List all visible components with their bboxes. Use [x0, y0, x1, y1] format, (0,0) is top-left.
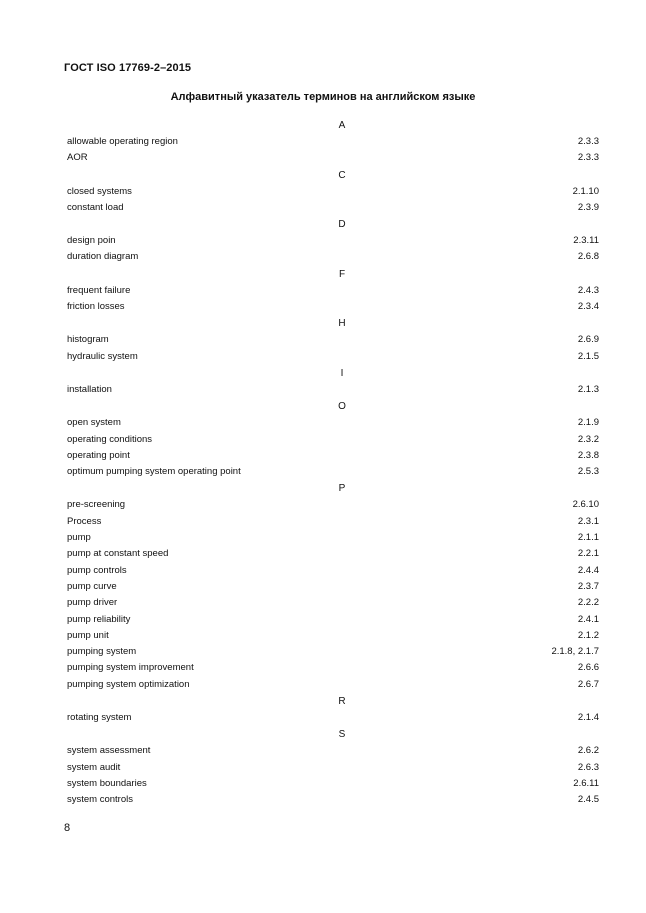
term-reference: 2.1.8, 2.1.7 — [551, 646, 599, 658]
index-entry — [67, 299, 599, 315]
term-name: pump — [67, 532, 91, 544]
term-name: pre-screening — [67, 499, 126, 511]
term-reference: 2.3.1 — [577, 515, 599, 527]
term-reference: 2.2.1 — [577, 548, 599, 560]
term-name: pumping system — [67, 646, 137, 658]
term-reference: 2.2.2 — [577, 597, 599, 609]
term-name: installation — [67, 383, 112, 395]
term-reference: 2.4.3 — [577, 284, 599, 296]
index-entry — [67, 677, 599, 693]
term-name: allowable operating region — [67, 136, 178, 147]
term-name: system assessment — [67, 745, 151, 757]
index-letter-heading: R — [338, 696, 346, 708]
term-name: pumping system improvement — [67, 662, 194, 674]
term-reference: 2.6.9 — [577, 334, 599, 346]
term-reference: 2.3.3 — [577, 152, 599, 164]
term-name: system audit — [67, 761, 121, 773]
index-entry — [67, 530, 599, 546]
index-entry — [67, 628, 599, 644]
term-index — [67, 117, 599, 809]
term-name: pump curve — [67, 580, 117, 592]
term-name: optimum pumping system operating point — [67, 466, 241, 478]
index-entry — [67, 249, 599, 265]
term-name: pumping system optimization — [67, 678, 190, 690]
term-reference: 2.4.1 — [577, 613, 599, 625]
term-reference: 2.6.6 — [577, 662, 599, 674]
term-name: Process — [67, 515, 102, 527]
term-name: frequent failure — [67, 284, 131, 296]
index-entry — [67, 448, 599, 464]
index-entry — [67, 184, 599, 200]
index-entry — [67, 349, 599, 365]
term-reference: 2.1.10 — [572, 185, 599, 197]
term-reference: 2.3.11 — [573, 235, 599, 247]
index-entry — [67, 644, 599, 660]
index-letter-heading: F — [338, 268, 346, 280]
index-entry — [67, 760, 599, 776]
term-name: design poin — [67, 235, 116, 247]
term-reference: 2.6.2 — [577, 745, 599, 757]
index-entry — [67, 200, 599, 216]
index-entry — [67, 233, 599, 249]
term-reference: 2.6.11 — [573, 777, 599, 789]
term-reference: 2.3.9 — [577, 201, 599, 213]
index-letter-heading: C — [338, 169, 346, 181]
index-entry — [67, 134, 599, 150]
index-entry — [67, 514, 599, 530]
term-reference: 2.1.3 — [577, 383, 599, 395]
term-name: pump unit — [67, 629, 109, 641]
term-reference: 2.6.7 — [577, 678, 599, 690]
term-reference: 2.6.8 — [577, 251, 599, 263]
term-name: hydraulic system — [67, 350, 138, 362]
term-reference: 2.1.2 — [577, 629, 599, 641]
term-name: pump reliability — [67, 613, 131, 625]
term-name: open system — [67, 417, 121, 429]
term-reference: 2.3.3 — [577, 136, 599, 147]
term-name: pump at constant speed — [67, 548, 169, 560]
standard-designation: ГОСТ ISO 17769-2–2015 — [64, 62, 192, 74]
index-entry — [67, 612, 599, 628]
index-entry — [67, 776, 599, 792]
index-entry — [67, 332, 599, 348]
index-entry — [67, 283, 599, 299]
term-name: system controls — [67, 794, 133, 806]
index-entry — [67, 710, 599, 726]
index-entry — [67, 546, 599, 562]
index-entry — [67, 563, 599, 579]
page-number: 8 — [64, 822, 71, 834]
term-reference: 2.4.4 — [577, 564, 599, 576]
index-entry — [67, 743, 599, 759]
term-reference: 2.1.1 — [577, 532, 599, 544]
index-entry — [67, 150, 599, 166]
term-name: duration diagram — [67, 251, 139, 263]
term-name: friction losses — [67, 301, 125, 313]
index-entry — [67, 382, 599, 398]
index-entry — [67, 432, 599, 448]
index-entry — [67, 497, 599, 513]
term-reference: 2.1.5 — [577, 350, 599, 362]
index-entry — [67, 464, 599, 480]
index-letter-heading: O — [338, 401, 346, 413]
term-reference: 2.6.10 — [572, 499, 599, 511]
index-letter-heading: S — [338, 729, 346, 741]
term-name: histogram — [67, 334, 109, 346]
term-name: rotating system — [67, 712, 132, 724]
index-entry — [67, 792, 599, 808]
term-reference: 2.3.7 — [577, 580, 599, 592]
index-letter-heading: H — [338, 318, 346, 330]
term-name: pump driver — [67, 597, 118, 609]
term-name: system boundaries — [67, 777, 147, 789]
term-reference: 2.6.3 — [577, 761, 599, 773]
index-entry — [67, 579, 599, 595]
index-entry — [67, 595, 599, 611]
index-letter-heading: A — [338, 120, 346, 131]
term-name: operating conditions — [67, 433, 153, 445]
index-title: Алфавитный указатель терминов на английском языке — [170, 91, 476, 103]
term-reference: 2.4.5 — [577, 794, 599, 806]
term-reference: 2.3.8 — [577, 449, 599, 461]
index-letter-heading: I — [340, 367, 344, 379]
term-reference: 2.3.2 — [577, 433, 599, 445]
index-letter-heading: D — [338, 219, 346, 231]
term-name: constant load — [67, 201, 124, 213]
term-name: pump controls — [67, 564, 127, 576]
index-entry — [67, 660, 599, 676]
term-reference: 2.1.4 — [577, 712, 599, 724]
index-entry — [67, 415, 599, 431]
term-reference: 2.3.4 — [577, 301, 599, 313]
index-letter-heading: P — [338, 483, 346, 495]
term-reference: 2.1.9 — [577, 417, 599, 429]
term-reference: 2.5.3 — [577, 466, 599, 478]
term-name: closed systems — [67, 185, 132, 197]
term-name: AOR — [67, 152, 88, 164]
term-name: operating point — [67, 449, 130, 461]
